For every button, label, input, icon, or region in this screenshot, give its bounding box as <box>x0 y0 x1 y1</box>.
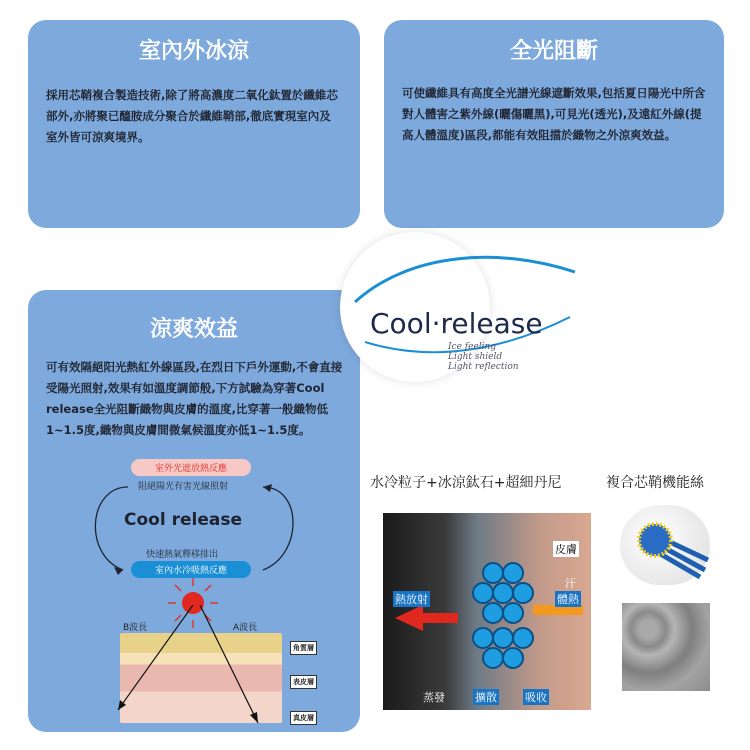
card-full-light-block <box>384 20 724 228</box>
caption-fiber: 複合芯鞘機能絲 <box>606 475 704 491</box>
card-title: 涼爽效益 <box>149 317 238 342</box>
layer-label-stratum: 角質層 <box>290 641 317 655</box>
diagram-sub-bottom: 快速熱氣釋移排出 <box>146 550 219 560</box>
label-absorb: 吸收 <box>525 691 547 704</box>
wave-arrows <box>28 605 360 725</box>
cooling-diagram <box>28 455 360 732</box>
logo-tagline-2: Light shield <box>448 352 503 362</box>
pill-indoor: 室內水冷吸熱反應 <box>131 561 251 578</box>
a-wave-label: A波長 <box>233 623 258 633</box>
card-cooling-benefit <box>28 290 360 732</box>
layer-label-dermis: 真皮層 <box>290 711 317 725</box>
layer-label-epidermis: 表皮層 <box>290 675 317 689</box>
fiber-texture-image <box>622 603 710 691</box>
label-diffuse: 擴散 <box>475 691 497 704</box>
logo-brand-text: Cool·release <box>370 307 543 340</box>
cool-release-logo <box>330 232 580 382</box>
label-sweat: 汗 <box>565 577 576 590</box>
card-title: 室內外冰涼 <box>138 39 249 64</box>
caption-particles: 水冷粒子+冰涼鈦石+超細丹尼 <box>370 475 562 491</box>
fiber-bundle-image <box>620 505 710 585</box>
fiber-illustration <box>383 513 591 710</box>
logo-tagline-3: Light reflection <box>448 362 519 372</box>
label-evaporate: 蒸發 <box>423 691 445 704</box>
logo-tagline-1: Ice feeling <box>448 342 497 352</box>
card-body: 可使纖維具有高度全光譜光線遮斷效果,包括夏日陽光中所含對人體害之紫外線(曬傷曬黑),可見光(透光),及遠紅外線(提高人體溫度)區段,都能有效阻擋於織物之外涼爽效益。 <box>402 86 706 142</box>
label-heat-release: 熱放射 <box>395 593 428 606</box>
label-body-heat: 體熱 <box>557 593 579 606</box>
b-wave-label: B波長 <box>123 623 148 633</box>
card-indoor-outdoor-cool <box>28 20 360 228</box>
diagram-sub-top: 阻絕陽光有害光線照射 <box>138 482 229 492</box>
diagram-center-label: Cool release <box>124 510 242 530</box>
fiber-bundle-icon <box>620 505 710 585</box>
label-skin: 皮膚 <box>555 543 577 556</box>
card-body: 採用芯鞘複合製造技術,除了將高濃度二氧化鈦置於纖維芯部外,亦將聚已醯胺成分聚合於纖維鞘部,徹底實現室內及室外皆可涼爽境界。 <box>46 88 338 144</box>
card-title: 全光阻斷 <box>509 39 598 64</box>
pill-outdoor: 室外光遮放熱反應 <box>131 459 251 476</box>
card-body: 可有效隔絕阳光熱紅外線區段,在烈日下戶外運動,不會直接受陽光照射,效果有如溫度調節般,下方試驗為穿著Cool release全光阻斷織物與皮膚的溫度,比穿著一般織物低1~1.5度,織物與皮膚間微氣候溫度亦低1~1.5度。 <box>46 360 343 437</box>
